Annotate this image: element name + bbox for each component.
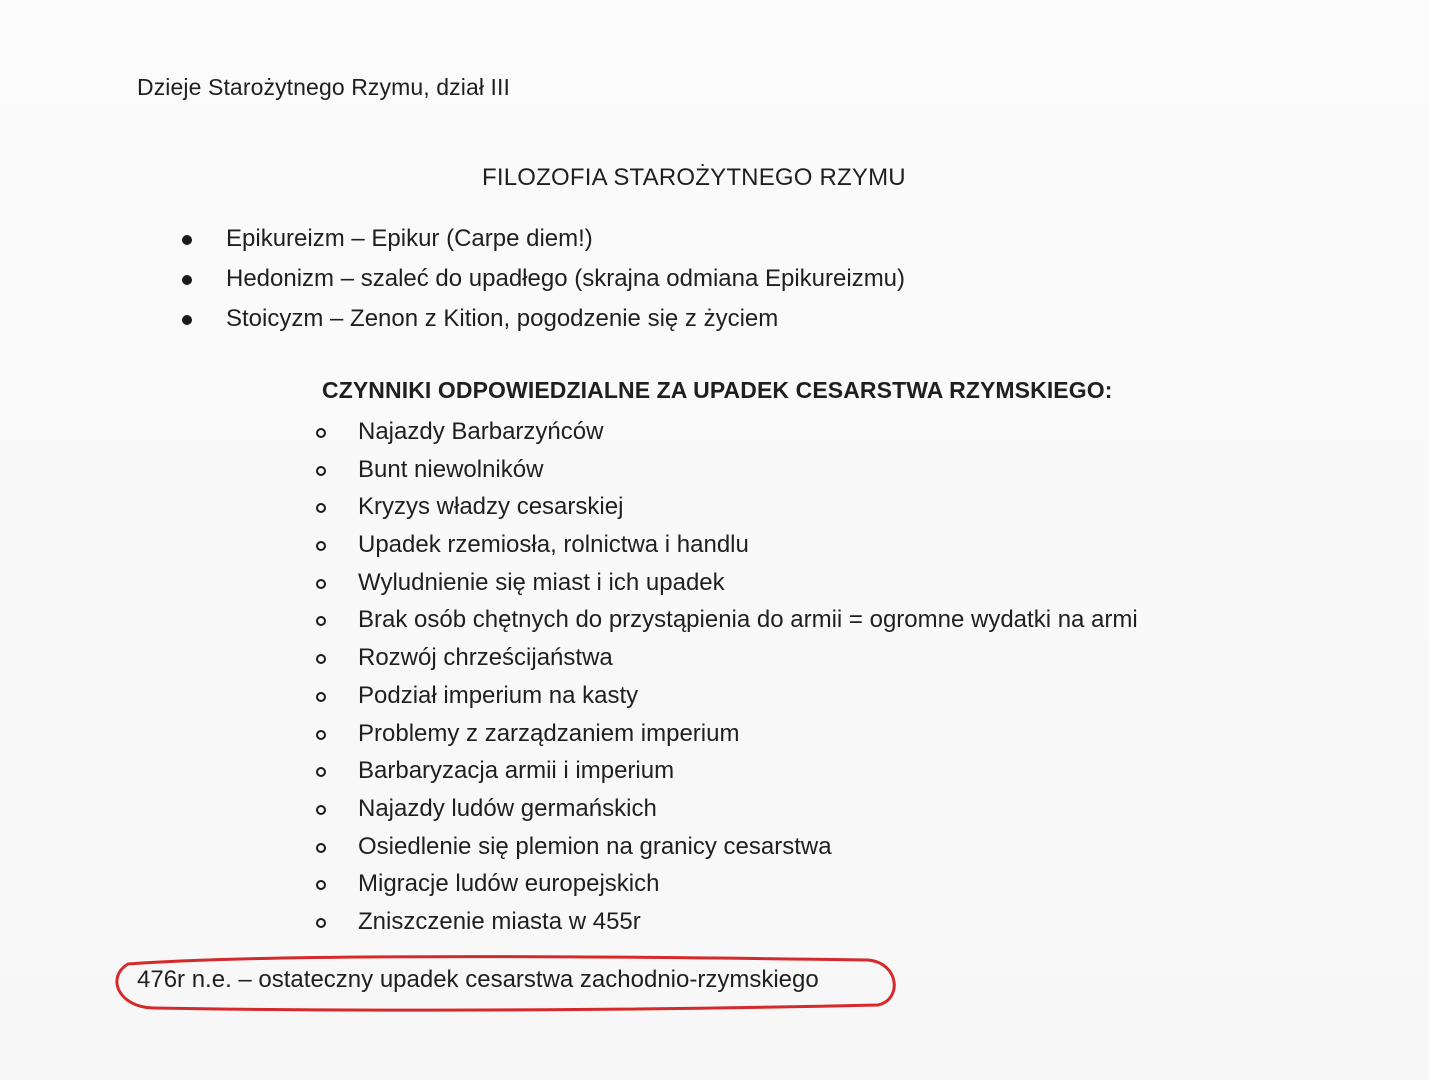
circle-bullet-icon [316,805,326,815]
bullet-icon [182,275,192,285]
factor-list [314,416,1138,944]
circle-bullet-icon [316,579,326,589]
philosophy-text: Epikureizm – Epikur (Carpe diem!) [226,225,593,252]
factor-text: Rozwój chrześcijaństwa [358,644,613,672]
factor-text: Barbaryzacja armii i imperium [358,757,675,785]
factor-text: Problemy z zarządzaniem imperium [358,719,740,747]
circle-bullet-icon [316,692,326,702]
circle-bullet-icon [316,541,326,551]
circle-bullet-icon [316,503,326,513]
list-item [314,491,1138,529]
final-note [108,952,900,1012]
circle-bullet-icon [316,616,326,626]
circle-bullet-icon [316,880,326,890]
list-item [178,222,905,262]
list-item [314,831,1138,869]
bullet-icon [182,315,192,325]
factor-text: Upadek rzemiosła, rolnictwa i handlu [358,531,749,559]
circle-bullet-icon [316,654,326,664]
factors-heading: CZYNNIKI ODPOWIEDZIALNE ZA UPADEK CESARSTWA RZYMSKIEGO: [322,377,1113,403]
circle-bullet-icon [316,428,326,438]
factor-text: Bunt niewolników [358,455,544,483]
factor-text: Najazdy ludów germańskich [358,794,657,822]
factor-text: Kryzys władzy cesarskiej [358,493,624,521]
factor-text: Zniszczenie miasta w 455r [358,907,641,935]
list-item [314,680,1138,718]
list-item [314,906,1138,944]
circle-bullet-icon [316,466,326,476]
list-item [178,262,905,302]
factor-text: Podział imperium na kasty [358,681,639,709]
factor-text: Najazdy Barbarzyńców [358,418,604,445]
philosophy-text: Hedonizm – szaleć do upadłego (skrajna odmiana Epikureizmu) [226,265,906,292]
list-item [314,642,1138,680]
factor-text: Migracje ludów europejskich [358,870,660,898]
factor-text: Brak osób chętnych do przystąpienia do armii = ogromne wydatki na armi [358,606,1138,634]
circle-bullet-icon [316,843,326,853]
final-note-text: 476r n.e. – ostateczny upadek cesarstwa zachodnio-rzymskiego [137,966,819,993]
bullet-icon [182,235,192,245]
philosophy-text: Stoicyzm – Zenon z Kition, pogodzenie się z życiem [226,305,779,332]
document-header: Dzieje Starożytnego Rzymu, dział III [137,74,511,100]
list-item [314,567,1138,605]
list-item [314,868,1138,906]
circle-bullet-icon [316,918,326,928]
circle-bullet-icon [316,730,326,740]
section-title: FILOZOFIA STAROŻYTNEGO RZYMU [482,164,906,191]
factor-text: Osiedlenie się plemion na granicy cesarstwa [358,832,832,860]
list-item [314,604,1138,642]
list-item [314,718,1138,756]
list-item [314,755,1138,793]
list-item [314,793,1138,831]
philosophy-list [178,222,905,342]
circle-bullet-icon [316,767,326,777]
list-item [314,529,1138,567]
list-item [314,416,1138,454]
list-item [178,302,905,342]
list-item [314,454,1138,492]
factor-text: Wyludnienie się miast i ich upadek [358,568,725,596]
